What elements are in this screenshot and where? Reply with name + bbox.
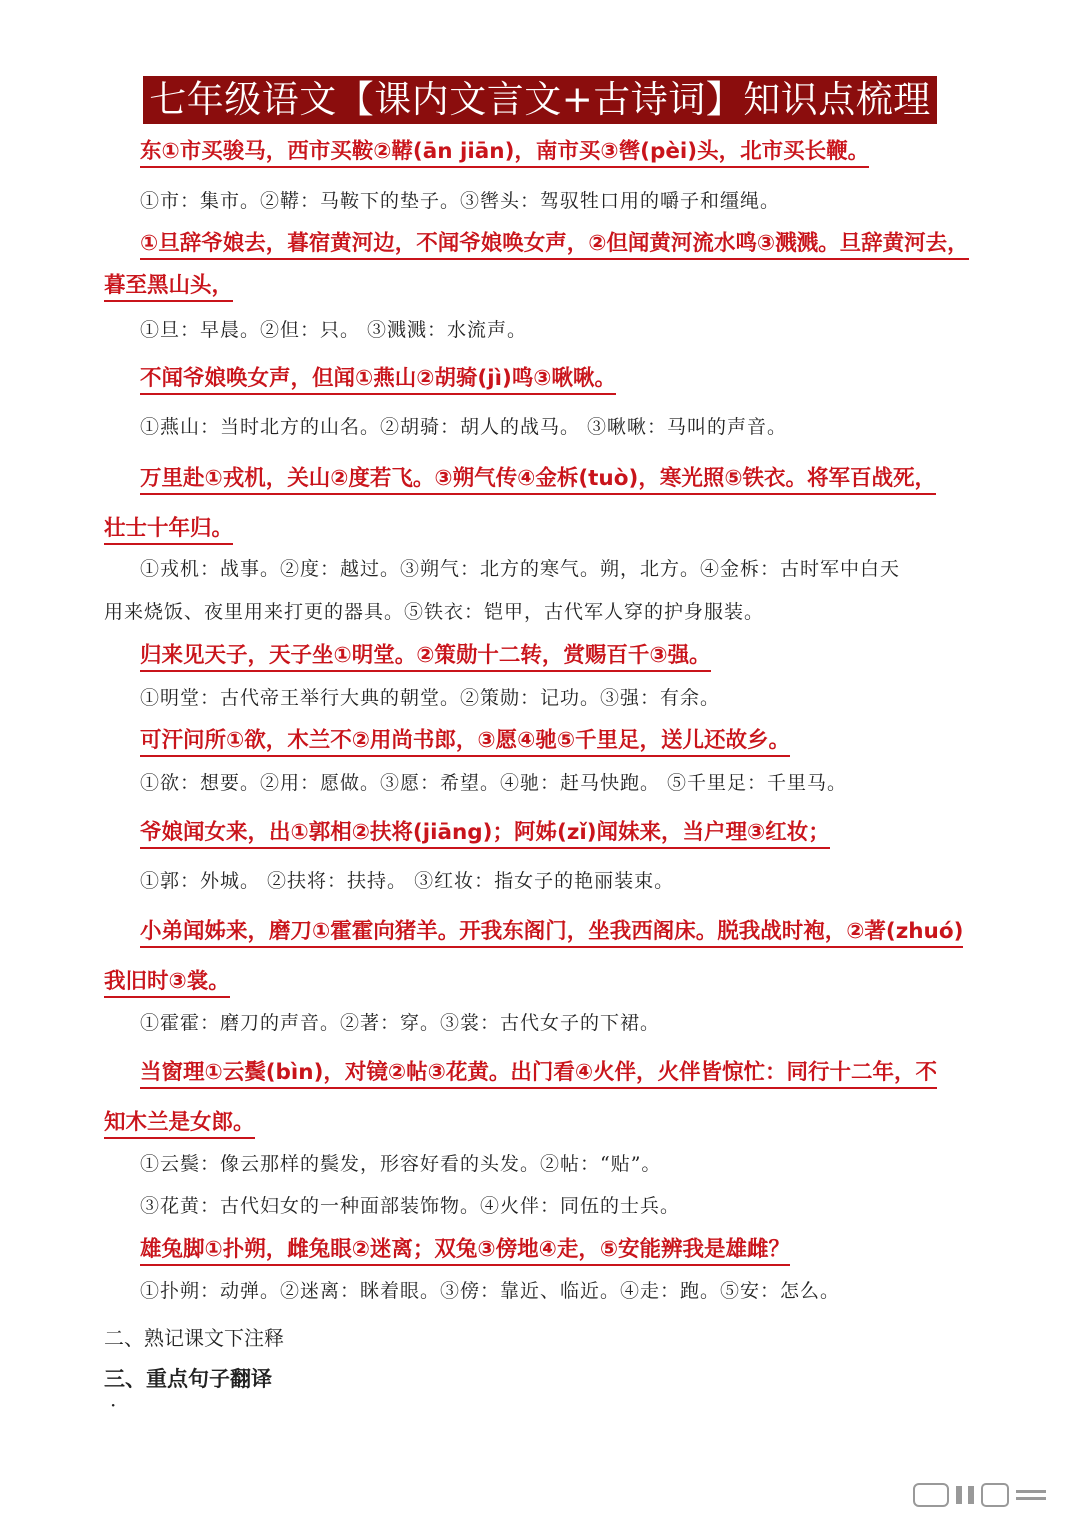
note-line: ①云鬓：像云那样的鬓发，形容好看的头发。②帖：“贴”。 (140, 1153, 662, 1175)
note-line: ③花黄：古代妇女的一种面部装饰物。④火伴：同伍的士兵。 (140, 1195, 681, 1217)
note-line: ①郭：外城。 ②扶将：扶持。 ③红妆：指女子的艳丽装束。 (140, 870, 675, 892)
bullet-dot: · (110, 1393, 117, 1417)
verse-line: 爷娘闻女来，出①郭相②扶将(jiāng)；阿姊(zǐ)闻妹来，当户理③红妆； (140, 809, 830, 857)
note-line: ①明堂：古代帝王举行大典的朝堂。②策勋：记功。③强：有余。 (140, 687, 721, 709)
note-line: ①扑朔：动弹。②迷离：眯着眼。③傍：靠近、临近。④走：跑。⑤安：怎么。 (140, 1280, 841, 1302)
verse-line: 东①市买骏马，西市买鞍②鞯(ān jiān)，南市买③辔(pèi)头，北市买长鞭。 (140, 128, 869, 176)
verse-line: 不闻爷娘唤女声，但闻①燕山②胡骑(jì)鸣③啾啾。 (140, 355, 616, 403)
verse-line: 小弟闻姊来，磨刀①霍霍向猪羊。开我东阁门，坐我西阁床。脱我战时袍，②著(zhuó) (140, 908, 963, 956)
verse-line: 万里赴①戎机，关山②度若飞。③朔气传④金柝(tuò)，寒光照⑤铁衣。将军百战死， (140, 455, 936, 503)
verse-line: ①旦辞爷娘去，暮宿黄河边，不闻爷娘唤女声，②但闻黄河流水鸣③溅溅。旦辞黄河去， (140, 220, 969, 268)
verse-line: 雄兔脚①扑朔，雌兔眼②迷离；双兔③傍地④走，⑤安能辨我是雄雌？ (140, 1226, 790, 1274)
verse-line: 当窗理①云鬓(bìn)，对镜②帖③花黄。出门看④火伴，火伴皆惊忙：同行十二年，不 (140, 1049, 937, 1097)
verse-line: 我旧时③裳。 (104, 958, 230, 1006)
verse-line: 可汗问所①欲，木兰不②用尚书郎，③愿④驰⑤千里足，送儿还故乡。 (140, 717, 790, 765)
verse-line: 暮至黑山头， (104, 262, 233, 310)
verse-line: 知木兰是女郎。 (104, 1099, 255, 1147)
title-banner (0, 76, 1080, 124)
verse-line: 归来见天子，天子坐①明堂。②策勋十二转，赏赐百千③强。 (140, 632, 711, 680)
note-line: ①欲：想要。②用：愿做。③愿：希望。④驰：赶马快跑。 ⑤千里足：千里马。 (140, 772, 848, 794)
section-heading-translation: 三、重点句子翻译 (104, 1367, 272, 1391)
watermark-icon (912, 1482, 1052, 1508)
note-line: ①戎机：战事。②度：越过。③朔气：北方的寒气。朔，北方。④金柝：古时军中白天 (140, 558, 901, 580)
verse-line: 壮士十年归。 (104, 505, 233, 553)
note-line: ①市：集市。②鞯：马鞍下的垫子。③辔头：驾驭牲口用的嚼子和缰绳。 (140, 190, 781, 212)
section-heading-annotations: 二、熟记课文下注释 (104, 1326, 284, 1350)
note-line: 用来烧饭、夜里用来打更的器具。⑤铁衣：铠甲，古代军人穿的护身服装。 (104, 601, 765, 623)
note-line: ①旦：早晨。②但：只。 ③溅溅：水流声。 (140, 319, 528, 341)
note-line: ①霍霍：磨刀的声音。②著：穿。③裳：古代女子的下裙。 (140, 1012, 661, 1034)
page-title: 七年级语文【课内文言文+古诗词】知识点梳理 (143, 76, 937, 124)
note-line: ①燕山：当时北方的山名。②胡骑：胡人的战马。 ③啾啾：马叫的声音。 (140, 416, 788, 438)
